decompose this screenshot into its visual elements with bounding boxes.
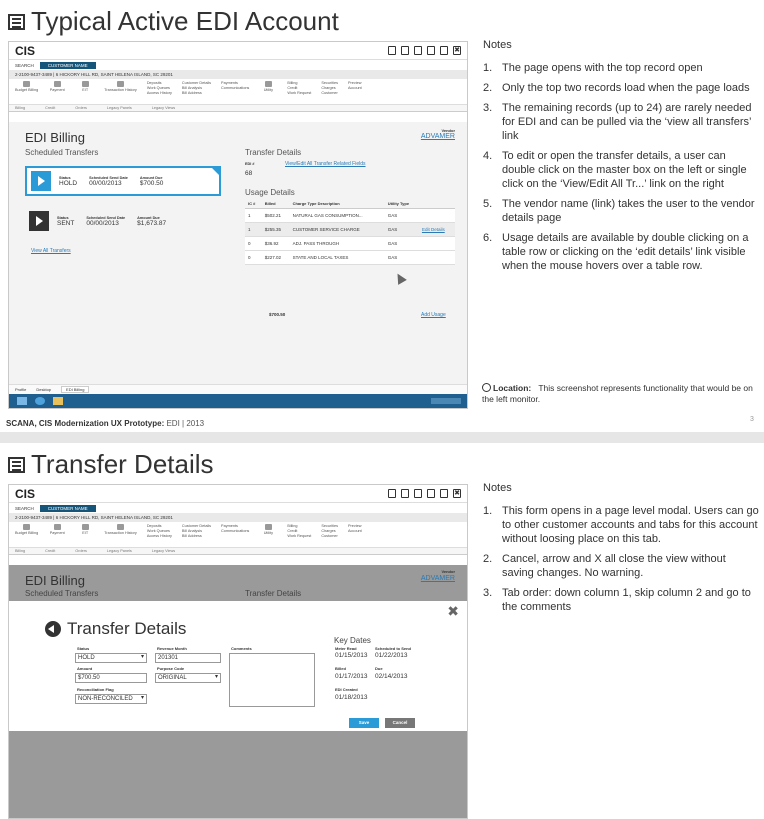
edi-billing-title: EDI Billing [25,573,85,588]
toolbar-label: Utility [263,88,273,92]
note-item [483,552,759,580]
note-text: The page opens with the top record open [502,62,703,74]
location-text: This screenshot represents functionality that would be on the left monitor. [482,383,753,404]
cell [419,209,455,223]
amount-value: $1,673.87 [137,219,167,227]
table-row[interactable] [245,251,455,265]
usage-header-blank [419,199,455,209]
dimmed-background [9,565,467,818]
due-label: Due [375,666,383,671]
note-item [483,504,759,546]
note-text: Cancel, arrow and X all close the view without saving changes. No warning. [502,553,726,579]
note-item [483,61,759,75]
toolbar-link[interactable]: Work Request [287,534,312,538]
cell: GAS [385,223,419,237]
payment-icon [54,81,61,87]
cell: $36.92 [262,237,290,251]
slide-title-text: Transfer Details [31,449,214,479]
toolbar-link[interactable]: Customer Details [181,81,212,85]
cancel-button[interactable]: Cancel [385,718,415,728]
note-text: Usage details are available by double clicking on a table row or clicking on the ‘edit details’ link visible when the mouse hovers over a table row. [502,232,749,272]
history-icon [117,524,124,530]
cell: 0 [245,251,262,265]
notes-heading: Notes [483,39,512,51]
toolbar-column [221,81,249,102]
toolbar-label: Transaction History [104,531,137,535]
play-icon[interactable] [29,211,49,231]
slide-footer [6,419,204,428]
toolbar-utility[interactable] [259,524,277,545]
toolbar-link[interactable]: Preview [348,524,362,528]
toolbar [9,79,467,105]
note-number: 3. [483,102,493,114]
toolbar-column [182,81,211,102]
toolbar-link[interactable]: Bill Analysis [181,529,202,533]
toolbar-label: Payment [49,88,65,92]
page-number: 3 [750,416,754,423]
status-select[interactable]: HOLD ▾ [75,653,147,663]
customer-tab[interactable]: CUSTOMER NAME [40,62,96,69]
windows-taskbar [9,394,467,408]
budget-billing-icon [23,81,30,87]
toolbar-column [287,524,311,545]
toolbar-column [182,524,211,545]
cell: $227.02 [262,251,290,265]
usage-total: $700.50 [269,312,286,317]
toolbar-column [348,81,362,102]
edi-billing-panel [9,122,467,384]
toolbar-eit[interactable] [76,81,94,102]
toolbar-link[interactable]: Credit [287,86,298,90]
toolbar-label: Budget Billing [15,531,39,535]
notes-heading: Notes [483,482,512,494]
toolbar-link[interactable]: Charges [321,86,336,90]
close-icon[interactable]: ✖ [447,603,459,619]
transfer-amount [140,176,164,187]
windows-start-icon[interactable] [17,397,27,405]
edi-created-value: 01/18/2013 [335,694,368,701]
search-tab[interactable]: SEARCH [15,62,34,68]
modal-title: Transfer Details [67,619,187,638]
play-icon[interactable] [31,171,51,191]
back-arrow-icon[interactable] [45,621,61,637]
note-text: The vendor name (link) takes the user to the vendor details page [502,198,755,224]
toolbar-label: EIT [82,531,89,535]
customer-tab[interactable]: CUSTOMER NAME [40,505,96,512]
tab-profile[interactable]: Profile [15,387,27,392]
cell: CUSTOMER SERVICE CHARGE [290,223,385,237]
vendor-link[interactable]: ADVAMER [420,575,455,582]
cell [419,251,455,265]
vendor-label: Vendor [441,128,455,133]
toolbar-column [221,524,249,545]
note-text: Only the top two records load when the page loads [502,82,750,94]
revenue-month-label: Revenue Month [157,646,187,651]
toolbar-link[interactable]: Access History [146,91,172,95]
note-number: 1. [483,62,493,74]
toolbar-link[interactable]: Customer Details [181,524,212,528]
note-number: 4. [483,150,493,162]
toolbar-column [321,81,338,102]
scheduled-send-label: Scheduled to Send [375,646,412,651]
toolbar-column [348,524,362,545]
toolbar-link[interactable]: Account [348,86,362,90]
cell: GAS [385,251,419,265]
toolbar-label: Budget Billing [15,88,39,92]
note-number: 5. [483,198,493,210]
transfer-status [59,176,77,187]
amount-header: Amount Due [137,215,160,220]
toolbar-link[interactable]: Payments [221,524,238,528]
group-label: Credit [45,549,56,553]
tab-desktop[interactable]: Desktop [36,387,52,392]
utility-icon [265,81,272,87]
toolbar-link[interactable]: Deposits [146,524,162,528]
cell: $502.21 [262,209,290,223]
billed-label: Billed [335,666,346,671]
footer-meta: EDI | 2013 [166,419,205,428]
transfer-send-date [86,216,125,227]
notes-panel [483,38,759,279]
revenue-month-input[interactable]: 201301 [155,653,221,663]
slide-transfer-details [0,443,764,819]
group-label: Credit [45,106,56,110]
cell: $255.35 [262,223,290,237]
toolbar-link[interactable]: Customer [321,91,338,95]
transfer-details-modal [9,601,467,731]
location-note [482,383,758,405]
app-header [9,485,467,503]
group-label: Billing [15,549,26,553]
edit-details-link[interactable]: Edit Details [421,227,445,232]
payment-icon [54,524,61,530]
cell: GAS [385,209,419,223]
note-item [483,231,759,273]
footer-title: SCANA, CIS Modernization UX Prototype: [6,419,165,428]
toolbar-budget-billing[interactable] [15,81,38,102]
cell: 1 [245,223,262,237]
scheduled-transfers-title: Scheduled Transfers [25,148,99,157]
toolbar-eit[interactable] [76,524,94,545]
toolbar-link[interactable]: Communications [221,529,250,533]
save-button[interactable]: Save [349,718,379,728]
reconciliation-flag-select[interactable]: NON-RECONCILED ▾ [75,694,147,704]
system-tray [431,398,461,404]
toolbar-link[interactable]: Credit [287,529,298,533]
trash-icon[interactable] [388,489,396,498]
note-number: 1. [483,505,493,517]
toolbar-label: Transaction History [104,88,137,92]
slide-title-text: Typical Active EDI Account [31,6,339,36]
toolbar-transaction-history[interactable] [104,524,137,545]
add-usage-link[interactable]: Add Usage [421,312,446,318]
edi-created-label: EDI Created [335,687,358,692]
group-label: Orders [75,549,87,553]
view-edit-all-link[interactable]: View/Edit All Transfer Related Fields [285,161,366,167]
calculator-icon[interactable] [414,489,422,498]
toolbar-link[interactable]: Billing [287,524,298,528]
toolbar-label: EIT [82,88,89,92]
toolbar-link[interactable]: Communications [221,86,250,90]
browser-icon[interactable] [35,397,45,405]
note-item [483,586,759,614]
layers-icon[interactable] [401,489,409,498]
note-item [483,81,759,95]
amount-input[interactable]: $700.50 [75,673,147,683]
toolbar-link[interactable]: Bill Analysis [181,86,202,90]
header-icons [388,46,461,55]
document-icon [8,14,25,30]
mouse-cursor-icon [393,271,407,285]
search-tab[interactable]: SEARCH [15,505,34,511]
purpose-code-label: Purpose Code [157,666,185,671]
top-tabs [9,60,467,70]
group-label: Legacy Panels [106,106,132,110]
purpose-code-select[interactable]: ORIGINAL ▾ [155,673,221,683]
status-header: Status [59,175,71,180]
slide-title [8,449,214,480]
toolbar-column [321,524,338,545]
cis-logo: CIS [15,486,36,501]
close-icon[interactable]: ✖ [454,47,460,54]
trash-icon[interactable] [388,46,396,55]
transfer-card-hold[interactable] [25,166,221,196]
toolbar-link[interactable]: Bill Address [181,91,202,95]
refresh-icon[interactable] [427,46,435,55]
app-header [9,42,467,60]
tab-edi-billing[interactable]: EDI Billing [61,386,89,393]
slide-separator [0,432,764,443]
toolbar-link[interactable]: Work Queues [146,86,170,90]
scheduled-transfers-title: Scheduled Transfers [25,589,99,598]
scheduled-send-value: 01/22/2013 [375,652,408,659]
table-row[interactable] [245,209,455,223]
vendor-link[interactable]: ADVAMER [420,133,455,140]
toolbar-payment[interactable] [48,524,66,545]
bottom-tabs [9,384,467,394]
toolbar-link[interactable]: Billing [287,81,298,85]
table-row[interactable] [245,223,455,237]
edi-screenshot [8,41,468,409]
due-value: 02/14/2013 [375,673,408,680]
budget-billing-icon [23,524,30,530]
folder-icon[interactable] [53,397,63,405]
amount-header: Amount Due [139,175,163,180]
slide-title [8,6,339,37]
note-number: 6. [483,232,493,244]
location-label: Location: [493,383,532,393]
toolbar-column [147,81,172,102]
usage-details-title: Usage Details [245,188,295,197]
note-number: 3. [483,587,493,599]
selected-check-icon [210,166,221,177]
note-item [483,197,759,225]
notes-list [483,504,759,614]
toolbar-groups [9,548,467,555]
close-icon[interactable]: ✖ [454,490,460,497]
group-label: Legacy Views [151,549,176,553]
toolbar-link[interactable]: Access History [146,534,172,538]
cell [419,237,455,251]
key-dates-title: Key Dates [334,636,371,645]
note-text: Tab order: down column 1, skip column 2 and go to the comments [502,587,751,613]
status-value: HOLD [59,179,78,187]
toolbar-column [147,524,172,545]
transfer-card-sent[interactable] [25,206,221,236]
top-tabs [9,503,467,513]
cell: NATURAL GAS CONSUMPTION... [290,209,385,223]
toolbar-link[interactable]: Preview [348,81,362,85]
toolbar-link[interactable]: Securities [321,524,338,528]
comments-label: Comments [231,646,252,651]
account-address: 2-2100-9437-3489 | 6 HICKORY HILL RD, SAINT HELENA ISLAND, SC 29201 [9,70,467,79]
reconciliation-flag-label: Reconciliation Flag [77,687,114,692]
send-date-value: 00/00/2013 [89,179,122,187]
usage-header: IC # [245,199,262,209]
group-label: Legacy Views [151,106,176,110]
notes-list [483,61,759,273]
cell: ADJ. PASS THROUGH [290,237,385,251]
comments-textarea[interactable] [229,653,315,707]
toolbar-column [287,81,311,102]
refresh-icon[interactable] [427,489,435,498]
amount-value: $700.50 [139,179,164,187]
usage-header-row [245,199,455,209]
eit-icon [82,81,89,87]
usage-header: Billed [262,199,290,209]
view-all-transfers-link[interactable]: View All Transfers [31,248,71,254]
account-address: 2-2100-9437-3489 | 6 HICKORY HILL RD, SAINT HELENA ISLAND, SC 29201 [9,513,467,522]
send-date-header: Scheduled Send Date [89,175,128,180]
status-label: Status [77,646,90,651]
group-label: Legacy Panels [106,549,132,553]
transfer-status [57,216,74,227]
cis-logo: CIS [15,43,36,58]
cell: STATE AND LOCAL TAXES [290,251,385,265]
toolbar-payment[interactable] [48,81,66,102]
send-date-header: Scheduled Send Date [86,215,126,220]
cell: 1 [245,209,262,223]
location-clock-icon [482,383,491,392]
toolbar-link[interactable]: Customer [321,534,338,538]
usage-header: Utility Type [385,199,419,209]
toolbar [9,522,467,548]
status-value: SENT [57,219,75,227]
billed-value: 01/17/2013 [335,673,368,680]
notes-panel [483,481,759,620]
meter-read-label: Meter Read [335,646,357,651]
edi-number-value: 68 [245,170,253,177]
usage-header: Charge Type Description [290,199,385,209]
note-number: 2. [483,553,493,565]
cell [419,223,455,237]
calculator-icon[interactable] [414,46,422,55]
toolbar-link[interactable]: Payments [221,81,238,85]
toolbar-link[interactable]: Account [348,529,362,533]
toolbar-link[interactable]: Charges [321,529,336,533]
note-text: This form opens in a page level modal. Users can go to other customer accounts and tabs for this account without loosing place on this tab. [502,505,759,545]
history-icon [117,81,124,87]
cell: 0 [245,237,262,251]
group-label: Billing [15,106,26,110]
toolbar-utility[interactable] [259,81,277,102]
note-number: 2. [483,82,493,94]
eit-icon [82,524,89,530]
toolbar-link[interactable]: Securities [321,81,338,85]
transfer-amount [137,216,166,227]
transfer-details-header: Transfer Details [245,589,302,598]
book-icon[interactable] [440,46,448,55]
edi-billing-title: EDI Billing [25,130,85,145]
transfer-details-screenshot [8,484,468,819]
header-icons [388,489,461,498]
note-item [483,101,759,143]
status-header: Status [57,215,69,220]
vendor-label: Vendor [441,569,455,574]
toolbar-link[interactable]: Work Queues [146,529,170,533]
transfer-details-title: Transfer Details [245,148,302,157]
note-text: To edit or open the transfer details, a user can double click on the master box on the left or single click on the ‘View/Edit All Tr...’ link on the right [502,150,747,190]
document-icon [8,457,25,473]
toolbar-groups [9,105,467,112]
edi-number-label: EDI # [245,162,255,166]
table-row[interactable] [245,237,455,251]
toolbar-label: Utility [263,531,273,535]
cell: GAS [385,237,419,251]
note-text: The remaining records (up to 24) are rarely needed for EDI and can be pulled via the ‘view all transfers’ link [502,102,752,142]
meter-read-value: 01/15/2013 [335,652,368,659]
toolbar-link[interactable]: Deposits [146,81,162,85]
utility-icon [265,524,272,530]
transfer-send-date [89,176,128,187]
toolbar-link[interactable]: Bill Address [181,534,202,538]
note-item [483,149,759,191]
layers-icon[interactable] [401,46,409,55]
toolbar-link[interactable]: Work Request [287,91,312,95]
toolbar-budget-billing[interactable] [15,524,38,545]
toolbar-label: Payment [49,531,65,535]
group-label: Orders [75,106,87,110]
book-icon[interactable] [440,489,448,498]
toolbar-transaction-history[interactable] [104,81,137,102]
amount-label: Amount [77,666,93,671]
usage-table [245,199,455,265]
send-date-value: 00/00/2013 [86,219,119,227]
